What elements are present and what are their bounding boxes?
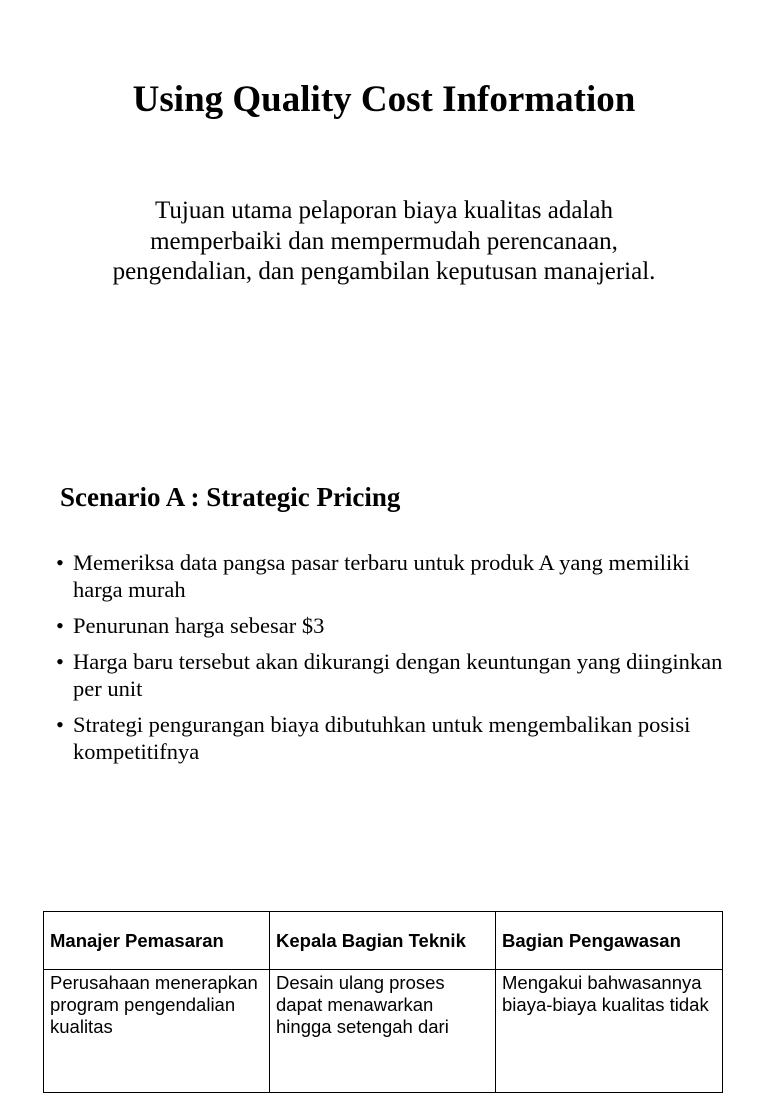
bullet-text: Strategi pengurangan biaya dibutuhkan untuk mengembalikan posisi kompetitifnya [73,712,691,764]
bullet-dot: • [56,712,64,737]
scenario-bullet-list [56,549,736,774]
bullet-text: Penurunan harga sebesar $3 [73,613,325,638]
table-cell: Perusahaan menerapkan program pengendalian kualitas [44,970,270,1093]
bullet-item [56,549,736,603]
roles-table [43,911,723,1093]
bullet-text: Memeriksa data pangsa pasar terbaru untuk produk A yang memiliki harga murah [73,550,690,602]
bullet-text: Harga baru tersebut akan dikurangi dengan keuntungan yang diinginkan per unit [73,649,723,701]
table-header-row [44,912,723,970]
page-title: Using Quality Cost Information [132,79,636,120]
bullet-dot: • [56,613,64,638]
bullet-item [56,711,736,765]
column-header-marketing-manager: Manajer Pemasaran [44,912,270,970]
table-cell: Desain ulang proses dapat menawarkan hingga setengah dari [270,970,496,1093]
column-header-engineering-head: Kepala Bagian Teknik [270,912,496,970]
intro-paragraph: Tujuan utama pelaporan biaya kualitas adalah memperbaiki dan mempermudah perencanaan, pengendalian, dan pengambilan keputusan manajerial. [112,197,656,285]
table-cell: Mengakui bahwasannya biaya-biaya kualitas tidak [496,970,723,1093]
bullet-dot: • [56,649,64,674]
bullet-dot: • [56,550,64,575]
column-header-supervision: Bagian Pengawasan [496,912,723,970]
bullet-item [56,612,736,639]
table-row [44,970,723,1093]
bullet-item [56,648,736,702]
scenario-heading: Scenario A : Strategic Pricing [60,482,401,512]
